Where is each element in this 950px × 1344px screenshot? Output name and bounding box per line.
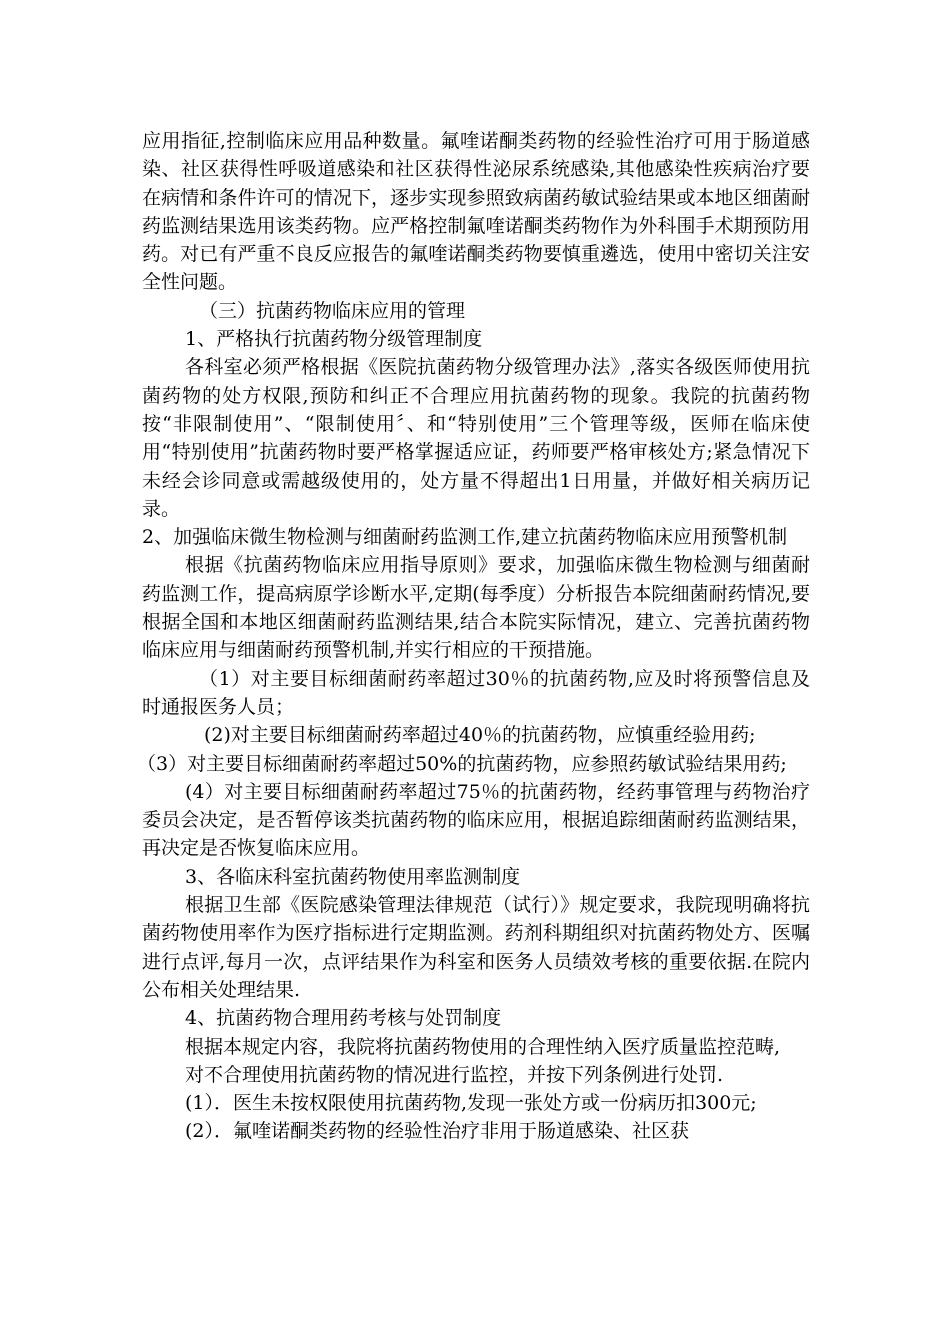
subheading-1: 1、严格执行抗菌药物分级管理制度 <box>185 328 483 351</box>
penalty-item-1: (1）．医生未按权限使用抗菌药物,发现一张处方或一份病历扣300元; <box>185 1092 757 1115</box>
list-item-3: （3）对主要目标细菌耐药率超过50%的抗菌药物，应参照药敏试验结果用药; <box>137 752 787 775</box>
document-body <box>137 127 810 1146</box>
paragraph-penalty-intro: 对不合理使用抗菌药物的情况进行监控，并按下列条例进行处罚. <box>185 1063 724 1086</box>
list-item-2: (2)对主要目标细菌耐药率超过40％的抗菌药物，应慎重经验用药; <box>204 724 756 747</box>
subheading-3: 3、各临床科室抗菌药物使用率监测制度 <box>185 865 521 888</box>
list-item-1: （1）对主要目标细菌耐药率超过30％的抗菌药物,应及时将预警信息及时通报医务人员； <box>142 667 810 718</box>
paragraph-quality-control: 根据本规定内容，我院将抗菌药物使用的合理性纳入医疗质量监控范畴, <box>185 1035 781 1058</box>
paragraph-resistance-monitoring: 根据《抗菌药物临床应用指导原则》要求，加强临床微生物检测与细菌耐药监测工作，提高病原学诊断水平,定期(每季度）分析报告本院细菌耐药情况,要根据全国和本地区细菌耐药监测结果,结合本院实际情况，建立、完善抗菌药物临床应用与细菌耐药预警机制,并实行相应的干预措施。 <box>142 554 810 662</box>
list-item-4: (4）对主要目标细菌耐药率超过75％的抗菌药物，经药事管理与药物治疗委员会决定，是否暂停该类抗菌药物的临床应用，根据追踪细菌耐药监测结果，再决定是否恢复临床应用。 <box>142 780 810 860</box>
subheading-4: 4、抗菌药物合理用药考核与处罚制度 <box>185 1007 502 1030</box>
subheading-2: 2、加强临床微生物检测与细菌耐药监测工作,建立抗菌药物临床应用预警机制 <box>142 526 788 549</box>
paragraph-tiered-management: 各科室必须严格根据《医院抗菌药物分级管理办法》,落实各级医师使用抗菌药物的处方权限,预防和纠正不合理应用抗菌药物的现象。我院的抗菌药物按“非限制使用”、“限制使用〞、和“特别使用”三个管理等级，医师在临床使用“特别使用”抗菌药物时要严格掌握适应证，药师要严格审核处方;紧急情况下未经会诊同意或需越级使用的，处方量不得超出1日用量，并做好相关病历记录。 <box>142 356 810 520</box>
penalty-item-2: (2）．氟喹诺酮类药物的经验性治疗非用于肠道感染、社区获 <box>185 1120 690 1143</box>
paragraph-usage-rate: 根据卫生部《医院感染管理法律规范（试行）》规定要求，我院现明确将抗菌药物使用率作为医疗指标进行定期监测。药剂科期组织对抗菌药物处方、医嘱进行点评,每月一次，点评结果作为科室和医务人员绩效考核的重要依据.在院内公布相关处理结果. <box>142 894 810 1001</box>
section-heading-3: （三）抗菌药物临床应用的管理 <box>199 299 466 322</box>
paragraph-fluoroquinolone-indications: 应用指征,控制临床应用品种数量。氟喹诺酮类药物的经验性治疗可用于肠道感染、社区获得性呼吸道感染和社区获得性泌尿系统感染,其他感染性疾病治疗要在病情和条件许可的情况下，逐步实现参照致病菌药敏试验结果或本地区细菌耐药监测结果选用该类药物。应严格控制氟喹诺酮类药物作为外科围手术期预防用药。对已有严重不良反应报告的氟喹诺酮类药物要慎重遴选，使用中密切关注安全性问题。 <box>142 130 810 294</box>
